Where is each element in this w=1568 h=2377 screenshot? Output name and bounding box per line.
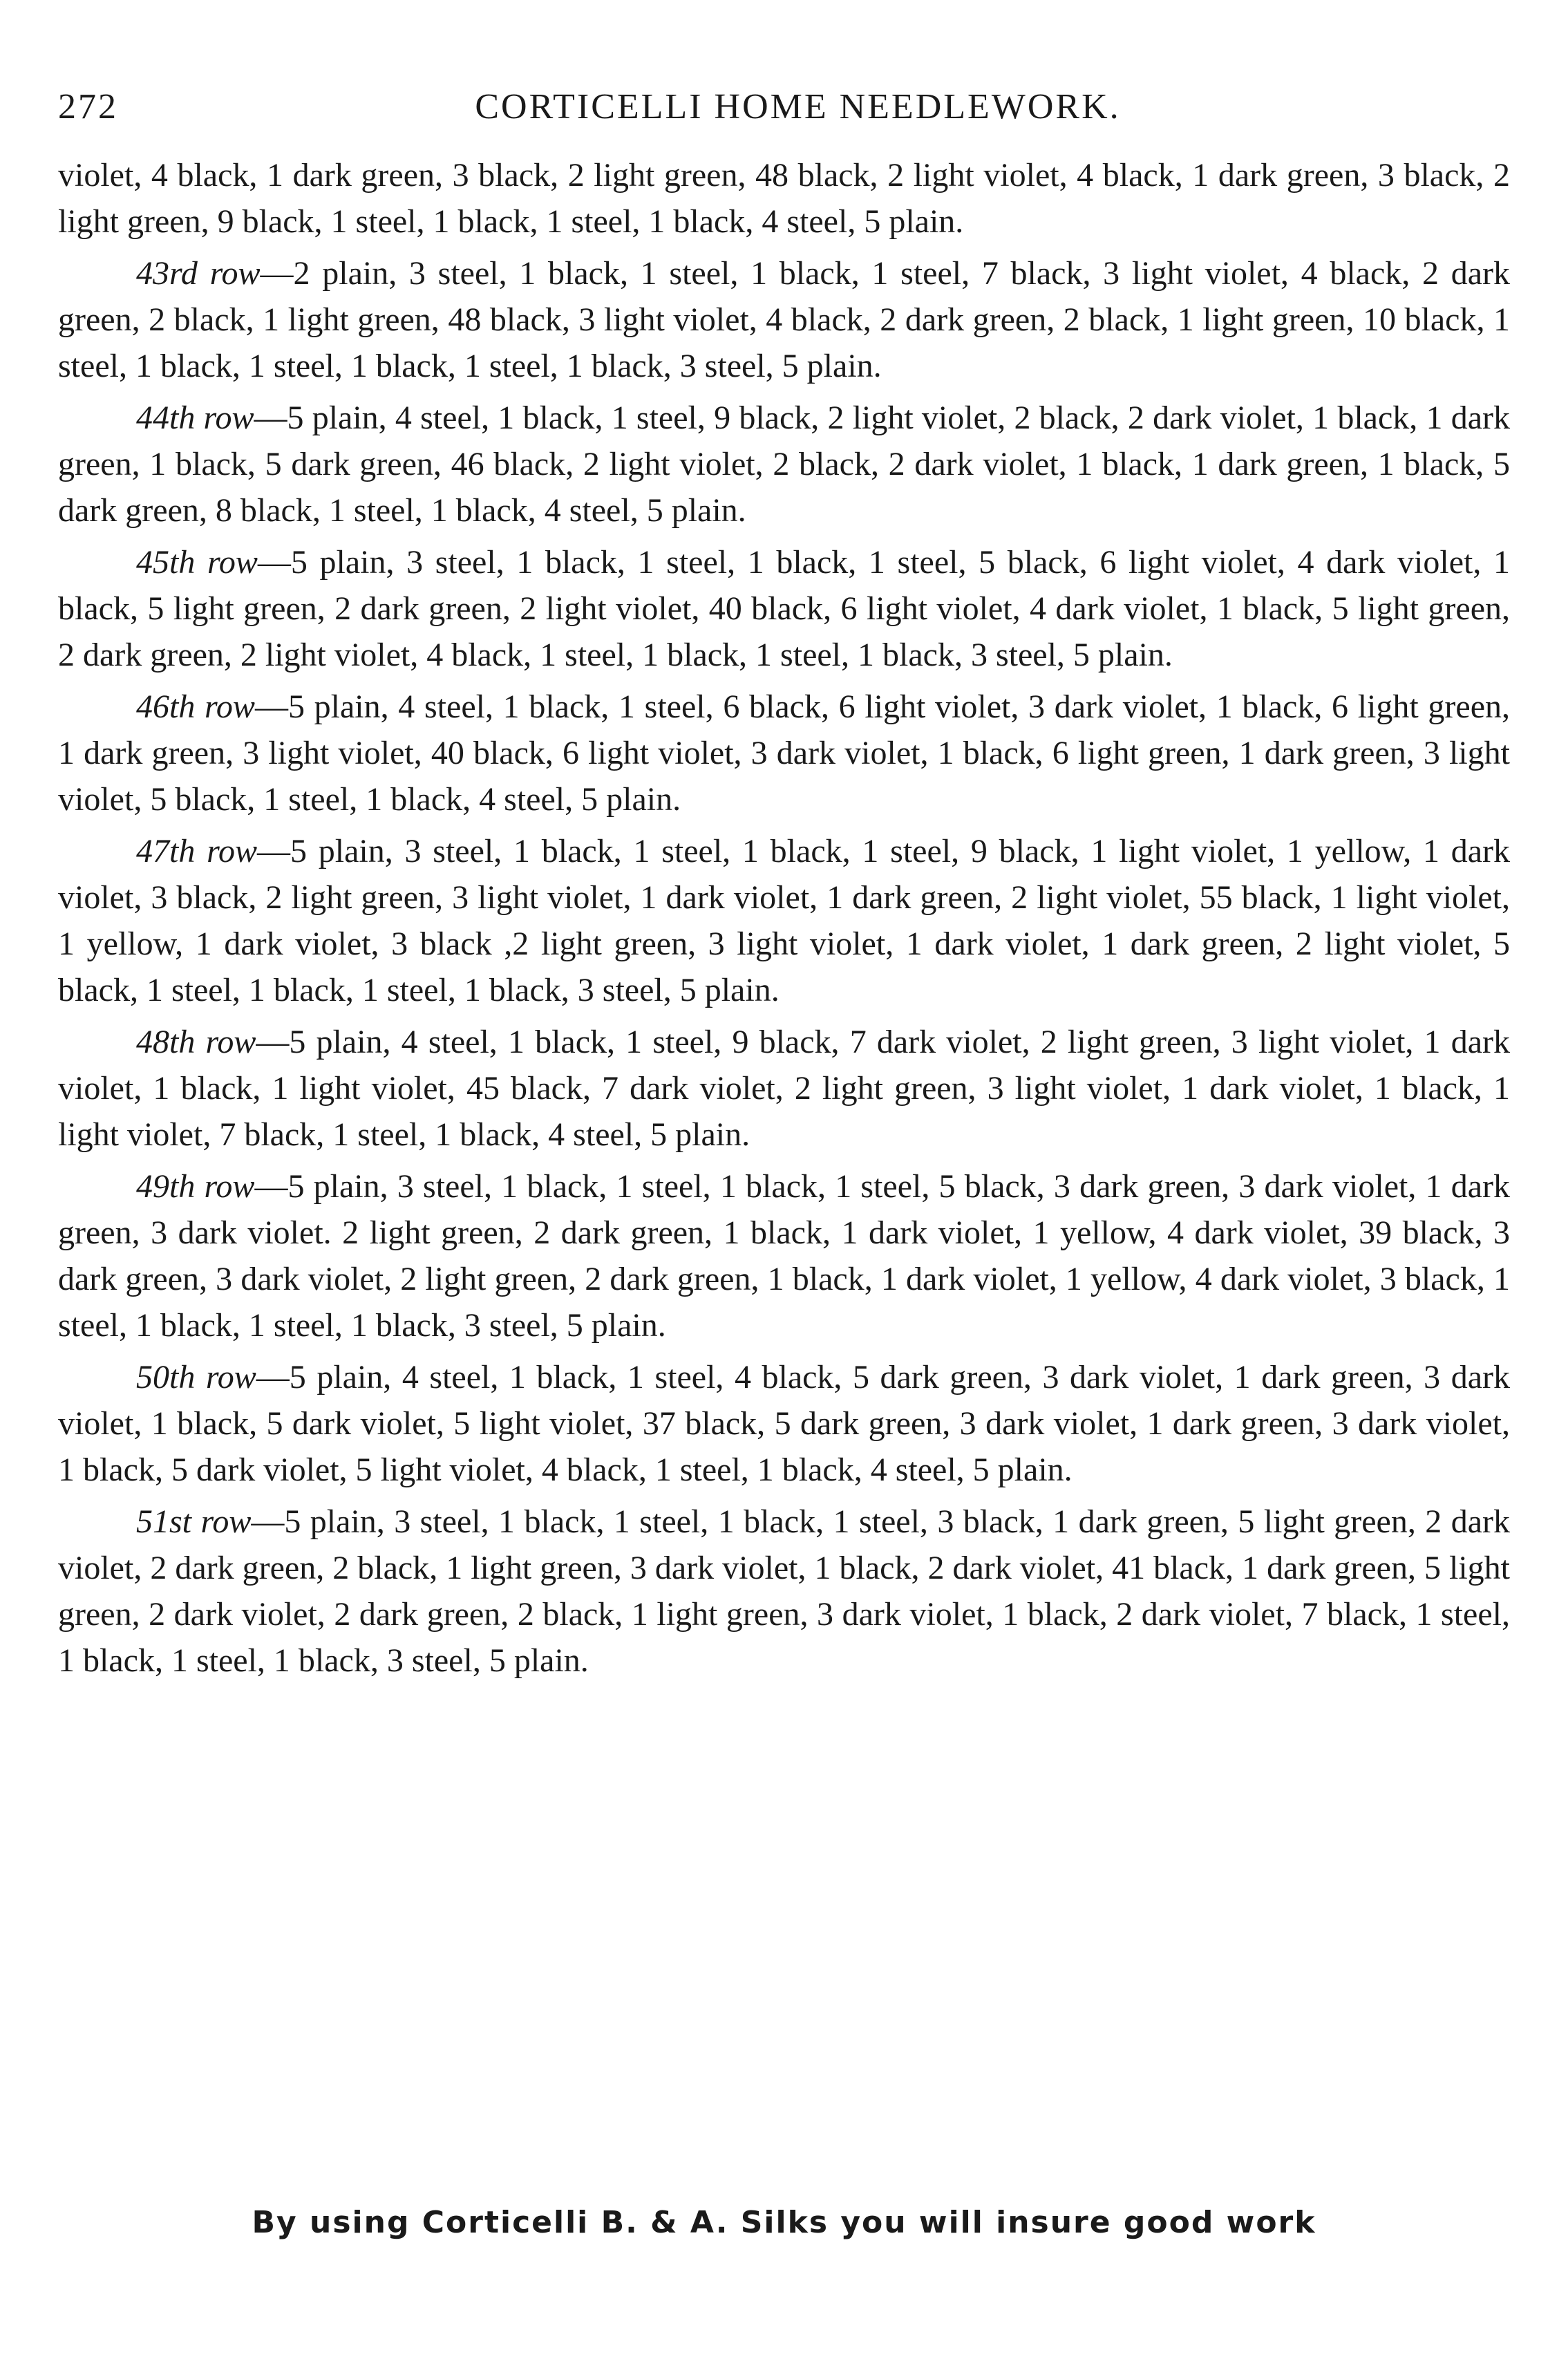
row-label: 45th row (136, 544, 258, 581)
row-paragraph-43 (58, 250, 1510, 389)
paragraph-text: —5 plain, 4 steel, 1 black, 1 steel, 6 black, 6 light violet, 3 dark violet, 1 black, 6 light green, 1 dark green, 3 light violet, 40 black, 6 light violet, 3 dark violet, 1 black, 6 light green, 1 dark green, 3 light violet, 5 black, 1 steel, 1 black, 4 steel, 5 plain. (58, 688, 1511, 818)
paragraph-text: —2 plain, 3 steel, 1 black, 1 steel, 1 black, 1 steel, 7 black, 3 light violet, 4 black, 2 dark green, 2 black, 1 light green, 48 black, 3 light violet, 4 black, 2 dark green, 2 black, 1 light green, 10 black, 1 steel, 1 black, 1 steel, 1 black, 1 steel, 1 black, 3 steel, 5 plain. (58, 255, 1511, 384)
row-paragraph-50 (58, 1354, 1510, 1493)
row-label: 47th row (136, 833, 258, 870)
continued-paragraph (58, 152, 1510, 245)
row-paragraph-47 (58, 828, 1510, 1013)
row-label: 50th row (136, 1359, 256, 1396)
row-label: 48th row (136, 1024, 256, 1060)
paragraph-text: —5 plain, 3 steel, 1 black, 1 steel, 1 black, 1 steel, 5 black, 6 light violet, 4 dark violet, 1 black, 5 light green, 2 dark green, 2 light violet, 40 black, 6 light violet, 4 dark violet, 1 black, 5 light green, 2 dark green, 2 light violet, 4 black, 1 steel, 1 black, 1 steel, 1 black, 3 steel, 5 plain. (58, 544, 1510, 673)
paragraph-text: —5 plain, 4 steel, 1 black, 1 steel, 9 black, 7 dark violet, 2 light green, 3 light violet, 1 dark violet, 1 black, 1 light violet, 45 black, 7 dark violet, 2 light green, 3 light violet, 1 dark violet, 1 black, 1 light violet, 7 black, 1 steel, 1 black, 4 steel, 5 plain. (58, 1024, 1510, 1153)
row-paragraph-45 (58, 539, 1510, 678)
row-label: 44th row (136, 400, 254, 436)
paragraph-text: violet, 4 black, 1 dark green, 3 black, 2 light green, 48 black, 2 light violet, 4 black, 1 dark green, 3 black, 2 light green, 9 black, 1 steel, 1 black, 1 steel, 1 black, 4 steel, 5 plain. (58, 157, 1510, 240)
row-label: 43rd row (136, 255, 261, 292)
row-paragraph-44 (58, 395, 1510, 534)
running-head: CORTICELLI HOME NEEDLEWORK. (475, 87, 1121, 126)
row-label: 49th row (136, 1168, 255, 1205)
footer-advert: By using Corticelli B. & A. Silks you will insure good work (252, 2205, 1316, 2240)
paragraph-text: —5 plain, 3 steel, 1 black, 1 steel, 1 black, 1 steel, 3 black, 1 dark green, 5 light green, 2 dark violet, 2 dark green, 2 black, 1 light green, 3 dark violet, 1 black, 2 dark violet, 41 black, 1 dark green, 5 light green, 2 dark violet, 2 dark green, 2 black, 1 light green, 3 dark violet, 1 black, 2 dark violet, 7 black, 1 steel, 1 black, 1 steel, 1 black, 3 steel, 5 plain. (58, 1503, 1511, 1679)
paragraph-text: —5 plain, 4 steel, 1 black, 1 steel, 4 black, 5 dark green, 3 dark violet, 1 dark green, 3 dark violet, 1 black, 5 dark violet, 5 light violet, 37 black, 5 dark green, 3 dark violet, 1 dark green, 3 dark violet, 1 black, 5 dark violet, 5 light violet, 4 black, 1 steel, 1 black, 4 steel, 5 plain. (58, 1359, 1511, 1488)
paragraph-text: —5 plain, 4 steel, 1 black, 1 steel, 9 black, 2 light violet, 2 black, 2 dark violet, 1 black, 1 dark green, 1 black, 5 dark green, 46 black, 2 light violet, 2 black, 2 dark violet, 1 black, 1 dark green, 1 black, 5 dark green, 8 black, 1 steel, 1 black, 4 steel, 5 plain. (58, 400, 1511, 529)
paragraph-text: —5 plain, 3 steel, 1 black, 1 steel, 1 black, 1 steel, 9 black, 1 light violet, 1 yellow, 1 dark violet, 3 black, 2 light green, 3 light violet, 1 dark violet, 1 dark green, 2 light violet, 55 black, 1 light violet, 1 yellow, 1 dark violet, 3 black ,2 light green, 3 light violet, 1 dark violet, 1 dark green, 2 light violet, 5 black, 1 steel, 1 black, 1 steel, 1 black, 3 steel, 5 plain. (58, 833, 1511, 1008)
row-paragraph-46 (58, 684, 1510, 823)
page-header (58, 86, 1510, 142)
row-paragraph-49 (58, 1163, 1510, 1349)
paragraph-text: —5 plain, 3 steel, 1 black, 1 steel, 1 black, 1 steel, 5 black, 3 dark green, 3 dark violet, 1 dark green, 3 dark violet. 2 light green, 2 dark green, 1 black, 1 dark violet, 1 yellow, 4 dark violet, 39 black, 3 dark green, 3 dark violet, 2 light green, 2 dark green, 1 black, 1 dark violet, 1 yellow, 4 dark violet, 3 black, 1 steel, 1 black, 1 steel, 1 black, 3 steel, 5 plain. (58, 1168, 1511, 1344)
instructions-body (58, 152, 1510, 1684)
row-paragraph-48 (58, 1019, 1510, 1158)
page-number: 272 (58, 87, 118, 126)
row-paragraph-51 (58, 1498, 1510, 1684)
row-label: 51st row (136, 1503, 252, 1540)
row-label: 46th row (136, 688, 255, 725)
